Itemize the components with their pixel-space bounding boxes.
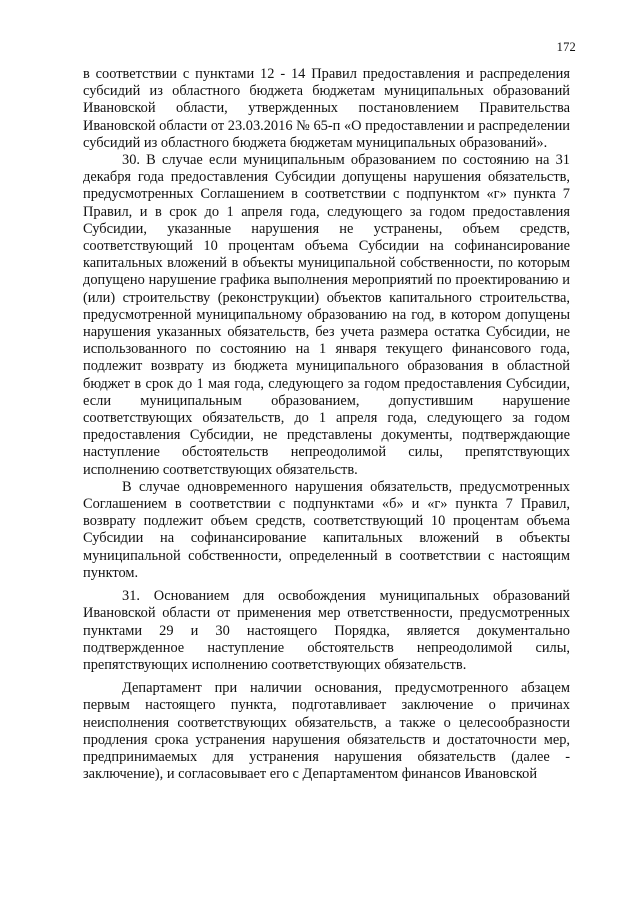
- document-body: [83, 66, 570, 783]
- paragraph-simultaneous-violation: В случае одновременного нарушения обязательств, предусмотренных Соглашением в соответствии с подпунктами «б» и «г» пункта 7 Правил, возврату подлежит объем средств, соответствующий 10 процентам объема Субсидии на софинансирование капитальных вложений в объекты муниципальной собственности, определенный в соответствии с настоящим пунктом.: [83, 478, 570, 581]
- paragraph-continuation: в соответствии с пунктами 12 - 14 Правил предоставления и распределения субсидий из областного бюджета бюджетам муниципальных образований Ивановской области, утвержденных постановлением Правительства Ивановской области от 23.03.2016 № 65-п «О предоставлении и распределении субсидий из областного бюджета бюджетам муниципальных образований».: [83, 66, 570, 151]
- paragraph-clause-31: 31. Основанием для освобождения муниципальных образований Ивановской области от применения мер ответственности, предусмотренных пунктами 29 и 30 настоящего Порядка, является документально подтвержденное наступление обстоятельств непреодолимой силы, препятствующих исполнению соответствующих обязательств.: [83, 588, 570, 673]
- paragraph-clause-30: 30. В случае если муниципальным образованием по состоянию на 31 декабря года предоставления Субсидии допущены нарушения обязательств, предусмотренных Соглашением в соответствии с подпунктом «г» пункта 7 Правил, и в срок до 1 апреля года, следующего за годом предоставления Субсидии, указанные нарушения не устранены, объем средств, соответствующий 10 процентам объема Субсидии на софинансирование капитальных вложений в объекты муниципальной собственности, по которым допущено нарушение графика выполнения мероприятий по проектированию и (или) строительству (реконструкции) объектов капитального строительства, предусмотренной муниципальному образованию на год, в котором допущены нарушения указанных обязательств, без учета размера остатка Субсидии, не использованного по состоянию на 1 января текущего финансового года, подлежит возврату из бюджета муниципального образования в областной бюджет в срок до 1 мая года, следующего за годом предоставления Субсидии, если муниципальным образованием, допустившим нарушение соответствующих обязательств, до 1 апреля года, следующего за годом предоставления Субсидии, не представлены документы, подтверждающие наступление обстоятельств непреодолимой силы, препятствующих исполнению соответствующих обязательств.: [83, 152, 570, 478]
- page-number: 172: [556, 40, 576, 54]
- paragraph-department: Департамент при наличии основания, предусмотренного абзацем первым настоящего пункта, подготавливает заключение о причинах неисполнения соответствующих обязательств, а также о целесообразности продления срока устранения нарушения обязательств и достаточности мер, предпринимаемых для устранения нарушения обязательств (далее - заключение), и согласовывает его с Департаментом финансов Ивановской: [83, 680, 570, 783]
